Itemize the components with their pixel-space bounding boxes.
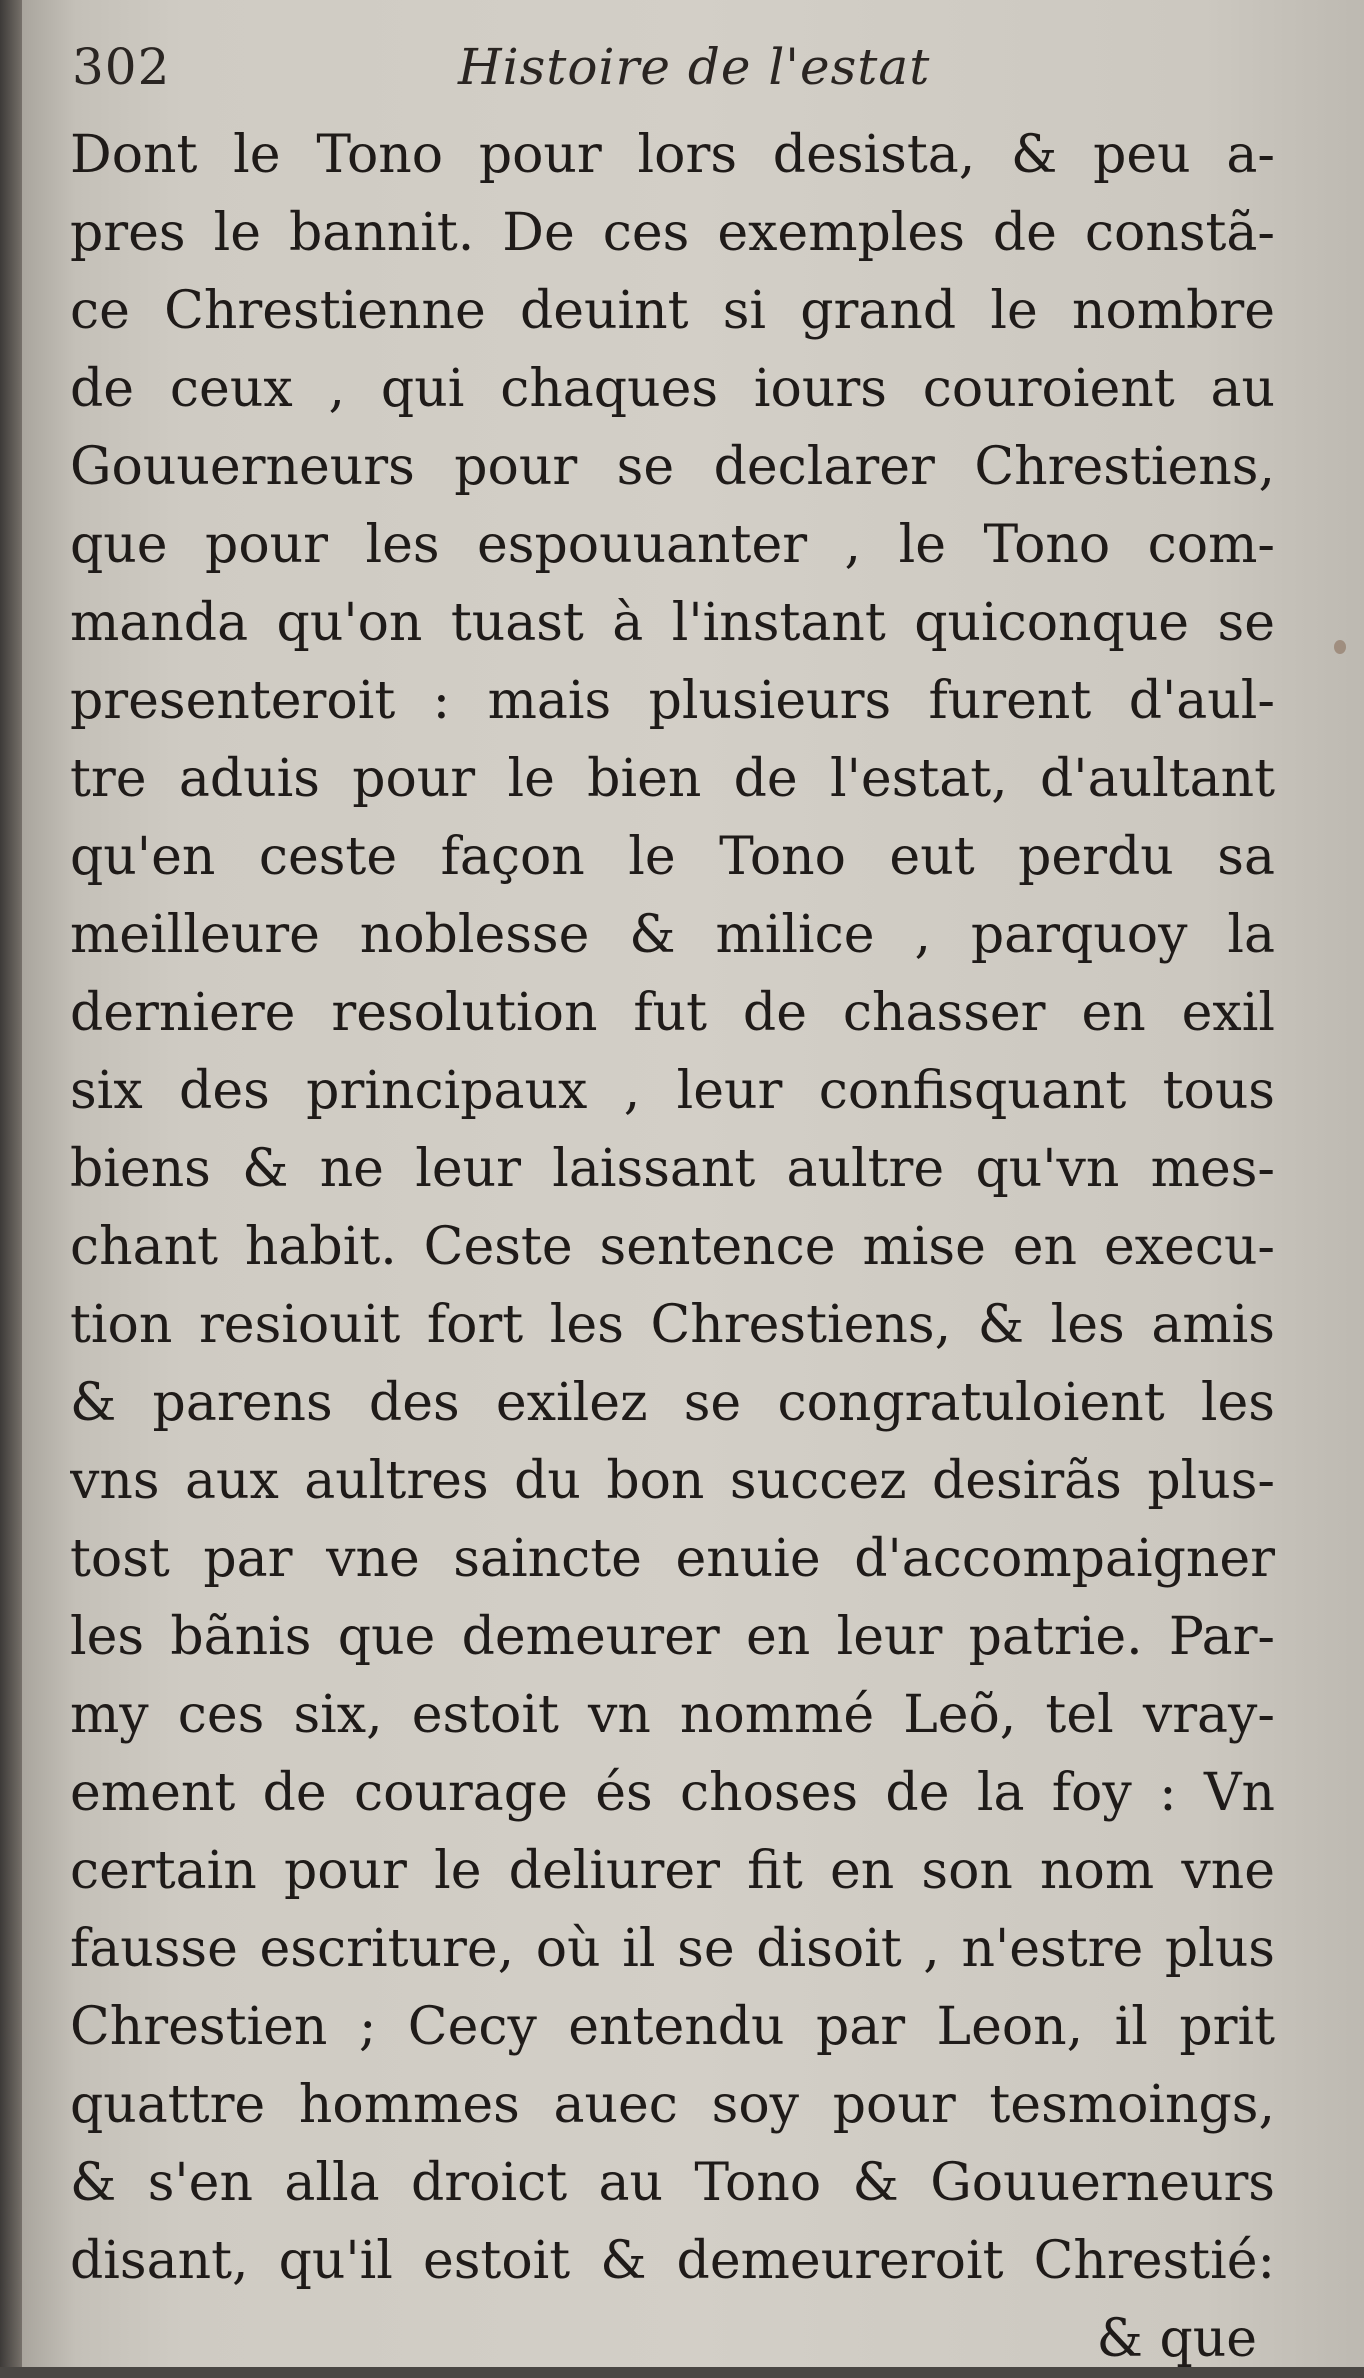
text-line: fausse escriture, où il se disoit , n'estre plus — [70, 1919, 1275, 1979]
text-line: manda qu'on tuast à l'instant quiconque se — [70, 593, 1275, 653]
text-line: pres le bannit. De ces exemples de constã- — [70, 203, 1275, 263]
page-stain — [1334, 640, 1346, 654]
text-line: biens & ne leur laissant aultre qu'vn mes- — [70, 1139, 1275, 1199]
text-line: les bãnis que demeurer en leur patrie. Par- — [70, 1607, 1275, 1667]
text-line: Chrestien ; Cecy entendu par Leon, il prit — [70, 1997, 1275, 2057]
text-line: tost par vne saincte enuie d'accompaigner — [70, 1529, 1275, 1589]
text-line: de ceux , qui chaques iours couroient au — [70, 359, 1275, 419]
text-line: & parens des exilez se congratuloient les — [70, 1373, 1275, 1433]
body-text — [70, 116, 1275, 2378]
text-line: disant, qu'il estoit & demeureroit Chrestié: — [70, 2231, 1275, 2291]
running-title: Histoire de l'estat — [458, 38, 931, 96]
text-line: my ces six, estoit vn nommé Leõ, tel vray- — [70, 1685, 1275, 1745]
text-line: Gouuerneurs pour se declarer Chrestiens, — [70, 437, 1275, 497]
text-line: derniere resolution fut de chasser en exil — [70, 983, 1275, 1043]
text-line: certain pour le deliurer fit en son nom vne — [70, 1841, 1275, 1901]
text-line: ce Chrestienne deuint si grand le nombre — [70, 281, 1275, 341]
text-line: que pour les espouuanter , le Tono com- — [70, 515, 1275, 575]
text-line: tion resiouit fort les Chrestiens, & les amis — [70, 1295, 1275, 1355]
page-number: 302 — [72, 38, 171, 96]
catchword: & que — [1096, 2309, 1257, 2369]
text-line: Dont le Tono pour lors desista, & peu a- — [70, 125, 1275, 185]
text-line: quattre hommes auec soy pour tesmoings, — [70, 2075, 1275, 2135]
text-line: meilleure noblesse & milice , parquoy la — [70, 905, 1275, 965]
text-line: chant habit. Ceste sentence mise en execu- — [70, 1217, 1275, 1277]
text-line: presenteroit : mais plusieurs furent d'aul- — [70, 671, 1275, 731]
text-line: qu'en ceste façon le Tono eut perdu sa — [70, 827, 1275, 887]
text-line: ement de courage és choses de la foy : Vn — [70, 1763, 1275, 1823]
text-line: vns aux aultres du bon succez desirãs plus- — [70, 1451, 1275, 1511]
text-line: tre aduis pour le bien de l'estat, d'aultant — [70, 749, 1275, 809]
text-line: six des principaux , leur confisquant tous — [70, 1061, 1275, 1121]
text-line: & s'en alla droict au Tono & Gouuerneurs — [70, 2153, 1275, 2213]
page-header — [72, 38, 1272, 118]
